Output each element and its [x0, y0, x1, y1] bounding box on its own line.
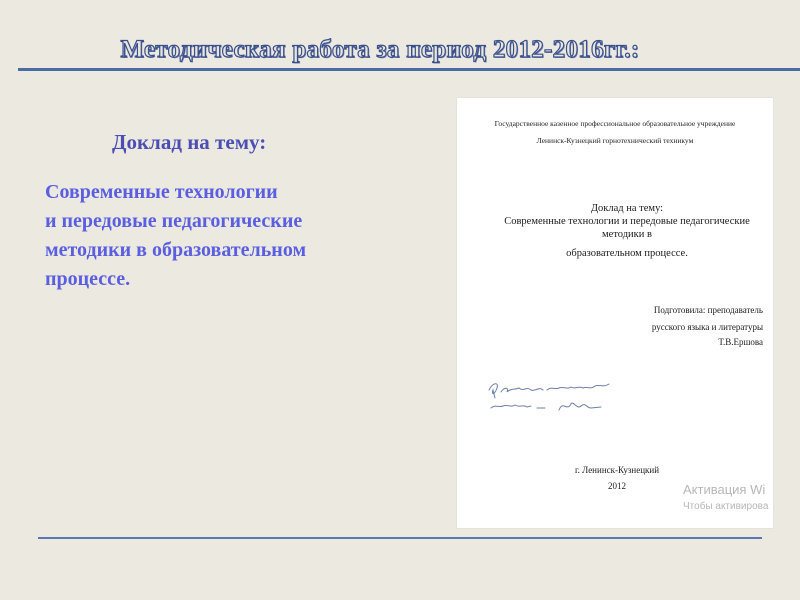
document-year: 2012: [608, 481, 626, 491]
windows-activation-watermark: [683, 482, 768, 512]
report-topic-line: процессе.: [45, 268, 131, 290]
document-city: г. Ленинск-Кузнецкий: [574, 465, 660, 475]
document-cover-image: [457, 98, 773, 528]
report-topic: [45, 178, 445, 294]
watermark-line: Активация Wi: [683, 482, 766, 497]
report-title-line: образовательном процессе.: [566, 248, 688, 259]
watermark-line: Чтобы активирова: [683, 501, 769, 512]
slide-subtitle: Доклад на тему:: [112, 130, 267, 154]
institution-line: Ленинск-Кузнецкий горнотехнический техникум: [536, 136, 694, 145]
report-title-line: Доклад на тему:: [590, 203, 664, 214]
report-topic-line: Современные технологии: [45, 181, 278, 203]
author-line: русского языка и литературы: [651, 322, 763, 332]
author-line: Подготовила: преподаватель: [653, 305, 763, 315]
bottom-divider: [38, 537, 762, 539]
report-title-line: методики в: [602, 229, 652, 240]
title-underline: [18, 68, 800, 71]
report-title-line: Современные технологии и передовые педагогические: [504, 216, 750, 227]
author-line: Т.В.Ершова: [718, 337, 763, 347]
institution-line: Государственное казенное профессиональное образовательное учреждение: [494, 119, 736, 128]
slide-title: Методическая работа за период 2012-2016гг.:: [120, 36, 640, 63]
report-topic-line: методики в образовательном: [45, 239, 307, 261]
handwritten-signature: [485, 378, 625, 428]
report-topic-line: и передовые педагогические: [45, 210, 303, 232]
